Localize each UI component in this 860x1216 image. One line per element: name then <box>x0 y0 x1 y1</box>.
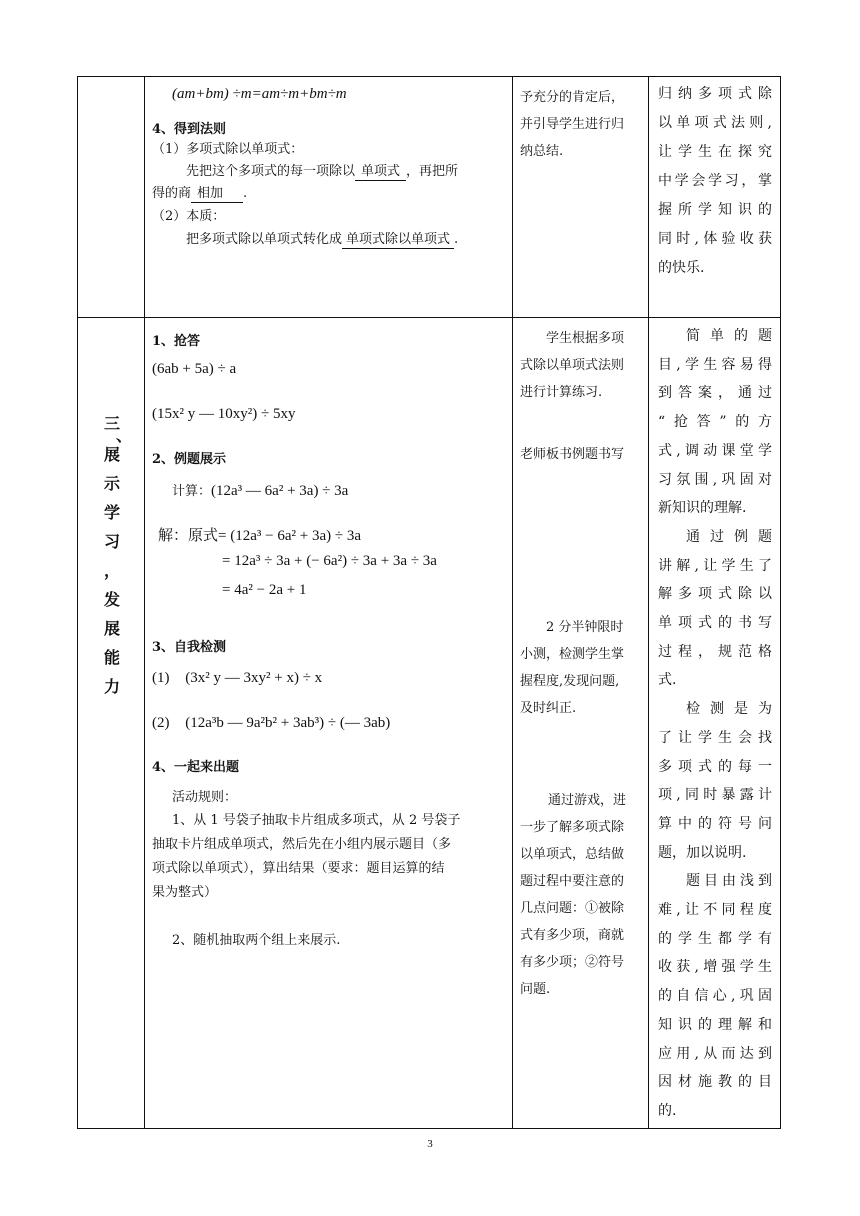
solution-step-2: = 12a³ ÷ 3a + (− 6a²) ÷ 3a + 3a ÷ 3a <box>222 553 437 569</box>
intent-line: 算中的符号问 <box>658 815 772 832</box>
activity-line: 通过游戏，进 <box>548 793 627 808</box>
top-activity-line: 纳总结. <box>520 144 564 159</box>
quick-question-1: (6ab + 5a) ÷ a <box>152 361 237 377</box>
intent-line: 项,同时暴露计 <box>658 787 772 804</box>
rule-line-1-text: 先把这个多项式的每一项除以 <box>186 164 356 179</box>
activity-rule-1-line: 抽取卡片组成单项式，然后先在小组内展示题目（多 <box>152 837 452 852</box>
table-border-bottom <box>77 1128 781 1129</box>
activity-line: 握程度,发现问题, <box>520 674 620 689</box>
top-intent <box>658 80 772 283</box>
activity-rule-1-line: 果为整式） <box>152 885 218 900</box>
intent-line: 单项式的书写 <box>658 615 772 632</box>
section-title-char: 发 <box>103 590 120 609</box>
top-activity <box>520 84 642 165</box>
activity-line: 进行计算练习. <box>520 385 603 400</box>
top-intent-line: 握所学知识的 <box>658 202 772 218</box>
division-formula: (am+bm) ÷m=am÷m+bm÷m <box>172 86 347 102</box>
example-problem <box>172 480 348 500</box>
table-border-col3 <box>648 76 649 1129</box>
rule-line-3 <box>186 228 458 249</box>
activity-line: 小测，检测学生掌 <box>520 647 625 662</box>
activity-line: 及时纠正. <box>520 701 577 716</box>
top-intent-line: 中学会学习，掌 <box>658 173 772 189</box>
intent-line: 简单的题 <box>686 328 772 344</box>
activity-line: 几点问题：①被除 <box>520 901 625 916</box>
intent-line: 习氛围,巩固对 <box>658 471 772 488</box>
solution-label: 解：原式 <box>158 526 219 544</box>
activity-rule-1 <box>152 809 504 905</box>
intent-line: 新知识的理解. <box>658 500 747 517</box>
intent-line: 目,学生容易得 <box>658 356 772 373</box>
example-label: 计算： <box>172 484 212 499</box>
intent-line: 多项式的每一 <box>658 758 772 775</box>
section-title-char: 学 <box>103 503 120 522</box>
activity-board-writing: 老师板书例题书写 <box>520 447 625 462</box>
rule-heading: 4、得到法则 <box>152 122 227 137</box>
table-border-col1 <box>144 76 145 1129</box>
heading-example: 2、例题展示 <box>152 452 227 467</box>
section-title-char: ， <box>103 561 120 580</box>
rule-line-1-blank: 单项式 <box>355 164 406 181</box>
section-title-char: 力 <box>103 677 120 696</box>
table-border-col2 <box>512 76 513 1129</box>
table-border-top <box>77 76 781 77</box>
activity-rules-title: 活动规则： <box>172 790 238 805</box>
top-intent-line: 的快乐. <box>658 260 705 276</box>
section-title <box>90 409 134 701</box>
activity-line: 式除以单项式法则 <box>520 358 625 373</box>
activity-quiz <box>520 614 642 722</box>
solution-step-1: = (12a³ − 6a² + 3a) ÷ 3a <box>218 528 361 544</box>
top-intent-line: 让学生在探究 <box>658 144 772 160</box>
activity-line: 2 分半钟限时 <box>546 620 624 635</box>
rule-line-2-blank: 相加 <box>191 186 243 203</box>
intent-line: 的自信心,巩固 <box>658 988 772 1005</box>
rule-subheading-2: （2）本质： <box>152 209 226 224</box>
section-title-char: 三 <box>103 414 120 433</box>
quick-question-2: (15x² y — 10xy²) ÷ 5xy <box>152 406 296 422</box>
intent-line: 式. <box>658 672 677 689</box>
heading-make-problems: 4、一起来出题 <box>152 760 240 775</box>
intent-line: 的学生都学有 <box>658 930 772 947</box>
top-activity-line: 予充分的肯定后， <box>520 90 625 105</box>
intent-line: 通过例题 <box>686 528 772 545</box>
section-title-char: 示 <box>103 474 120 493</box>
intent-line: 知识的理解和 <box>658 1016 772 1033</box>
activity-line: 题过程中要注意的 <box>520 874 625 889</box>
rule-line-3-blank: 单项式除以单项式 <box>342 232 454 249</box>
heading-quick-answer: 1、抢答 <box>152 334 201 349</box>
intent-line: “抢答”的方 <box>658 414 772 431</box>
activity-line: 有多少项；②符号 <box>520 955 625 970</box>
intent-line: 检测是为 <box>686 701 772 718</box>
activity-line: 式有多少项，商就 <box>520 928 625 943</box>
intent-line: 到答案，通过 <box>658 385 772 402</box>
activity-line: 以单项式，总结做 <box>520 847 625 862</box>
rule-line-1-tail: ，再把所 <box>406 164 459 179</box>
intent-line: 因材施教的目 <box>658 1074 772 1091</box>
rule-line-2-text: 得的商 <box>152 186 192 201</box>
activity-rule-1-line: 1、从 1 号袋子抽取卡片组成多项式，从 2 号袋子 <box>172 813 461 828</box>
self-test-2 <box>152 715 390 732</box>
rule-line-2-tail: . <box>243 186 248 201</box>
example-expression: (12a³ — 6a² + 3a) ÷ 3a <box>211 483 349 499</box>
intent-line: 难,让不同程度 <box>658 902 772 919</box>
activity-line: 学生根据多项 <box>546 331 625 346</box>
intent-line: 题目由浅到 <box>686 873 772 890</box>
activity-rule-1-line: 项式除以单项式），算出结果（要求：题目运算的结 <box>152 861 445 876</box>
intent-column <box>658 322 772 1126</box>
table-border-right <box>780 76 781 1129</box>
intent-line: 式,调动课堂学 <box>658 442 772 459</box>
section-title-char: 能 <box>103 648 120 667</box>
intent-line: 讲解,让学生了 <box>658 557 772 574</box>
section-title-char: 习 <box>103 532 120 551</box>
rule-subheading-1: （1）多项式除以单项式： <box>152 142 304 157</box>
table-row-divider <box>77 317 781 318</box>
top-intent-line: 归纳多项式除 <box>658 86 772 102</box>
activity-rule-2: 2、随机抽取两个组上来展示. <box>172 933 341 948</box>
activity-line: 一步了解多项式除 <box>520 820 625 835</box>
activity-game <box>520 787 644 1003</box>
activity-calc-practice <box>520 325 642 406</box>
top-activity-line: 并引导学生进行归 <box>520 117 625 132</box>
self-test-1 <box>152 670 322 687</box>
heading-self-test: 3、自我检测 <box>152 640 227 655</box>
self-test-2-expression: (12a³b — 9a²b² + 3ab³) ÷ (— 3ab) <box>185 715 391 731</box>
intent-line: 收获,增强学生 <box>658 959 772 976</box>
solution-line-1 <box>158 524 361 545</box>
intent-line: 应用,从而达到 <box>658 1045 772 1062</box>
intent-line: 过程，规范格 <box>658 643 772 660</box>
page-number: 3 <box>427 1138 433 1150</box>
table-border-left <box>77 76 78 1129</box>
top-intent-line: 以单项式法则, <box>658 115 772 131</box>
rule-line-3-text: 把多项式除以单项式转化成 <box>186 232 343 247</box>
section-title-char: 展 <box>103 619 120 638</box>
section-title-char: 展 <box>103 445 120 464</box>
self-test-1-expression: (3x² y — 3xy² + x) ÷ x <box>185 670 323 686</box>
intent-line: 的. <box>658 1102 677 1119</box>
self-test-2-number: (2) <box>152 715 170 731</box>
solution-step-3: = 4a² − 2a + 1 <box>222 582 307 598</box>
intent-line: 解多项式除以 <box>658 586 772 603</box>
intent-line: 了让学生会找 <box>658 729 772 746</box>
section-title-char: 、 <box>115 426 132 445</box>
rule-line-1 <box>186 160 458 181</box>
rule-line-2 <box>152 182 247 203</box>
activity-line: 问题. <box>520 982 551 997</box>
self-test-1-number: (1) <box>152 670 170 686</box>
top-intent-line: 同时,体验收获 <box>658 231 772 247</box>
intent-line: 题，加以说明. <box>658 844 747 861</box>
rule-line-3-tail: . <box>454 232 459 247</box>
